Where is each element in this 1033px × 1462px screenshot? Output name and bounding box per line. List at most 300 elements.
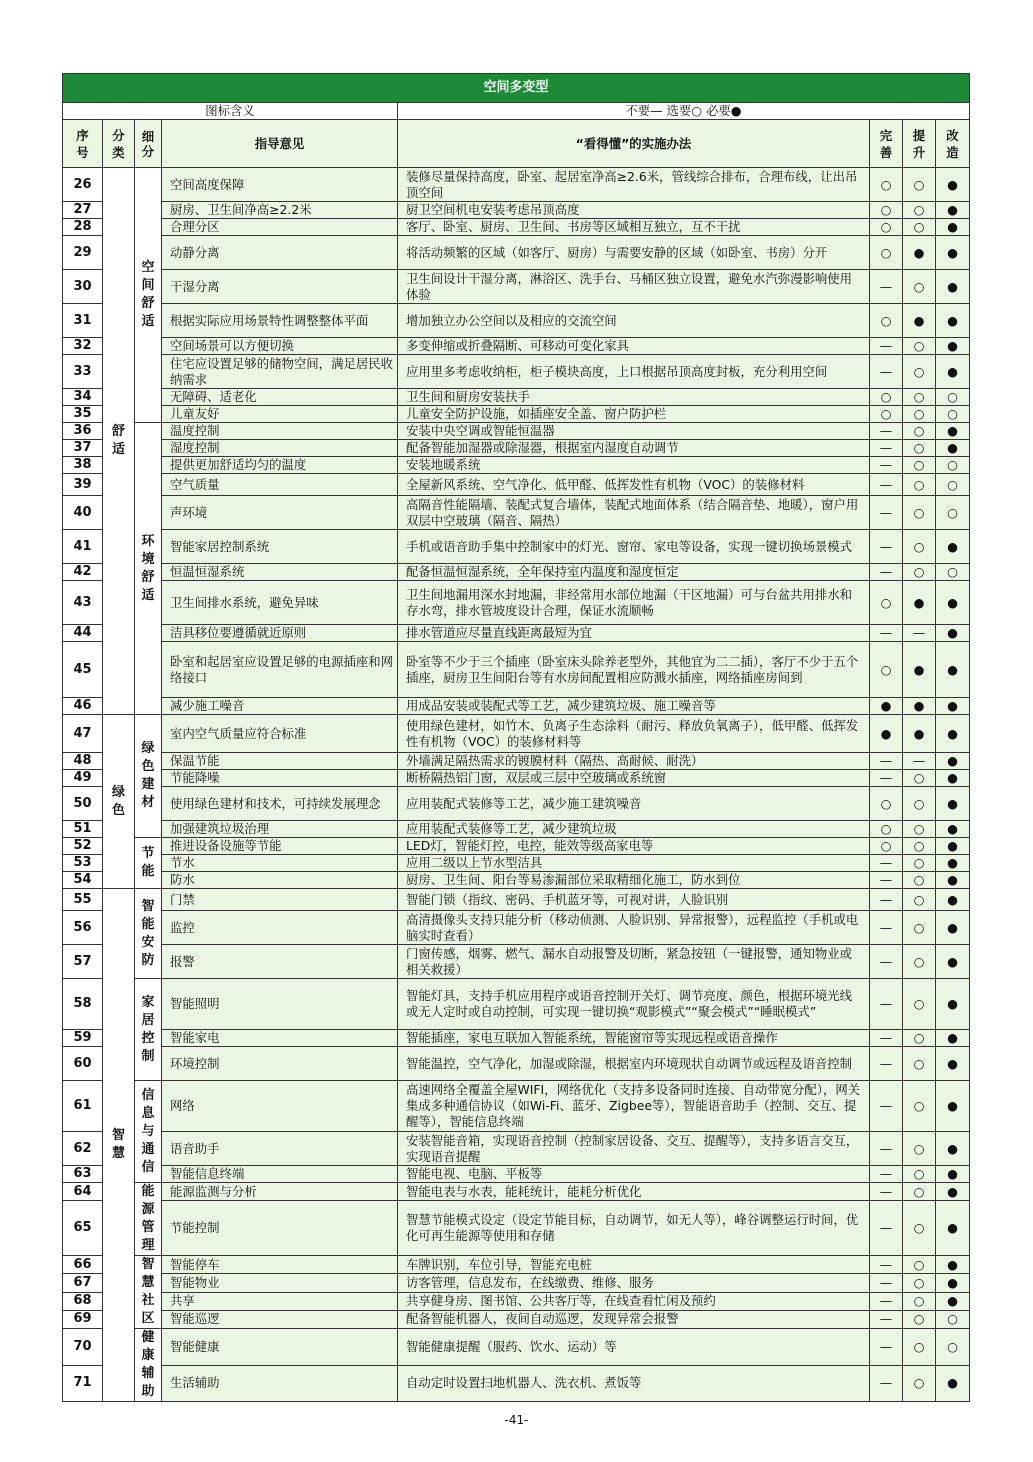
mark-complete: — <box>870 979 903 1030</box>
table-row <box>63 889 970 911</box>
mark-renovate: ● <box>936 770 970 787</box>
mark-upgrade: ○ <box>903 564 936 581</box>
method-cell: 智能电表与水表，能耗统计，能耗分析优化 <box>398 1183 870 1201</box>
mark-complete: — <box>870 1256 903 1274</box>
row-number: 47 <box>63 715 103 753</box>
mark-complete: ○ <box>870 236 903 270</box>
mark-upgrade: ○ <box>903 1183 936 1201</box>
row-number: 63 <box>63 1166 103 1183</box>
row-number: 70 <box>63 1329 103 1366</box>
guide-cell: 语音助手 <box>162 1132 398 1166</box>
mark-renovate: ● <box>936 338 970 355</box>
mark-renovate: ● <box>936 202 970 219</box>
guide-cell: 干湿分离 <box>162 270 398 304</box>
mark-complete: — <box>870 889 903 911</box>
row-number: 31 <box>63 304 103 338</box>
mark-complete: — <box>870 564 903 581</box>
row-number: 61 <box>63 1081 103 1132</box>
mark-upgrade: ● <box>903 642 936 698</box>
mark-complete: ○ <box>870 219 903 236</box>
method-cell: 儿童安全防护设施，如插座安全盖、窗户防护栏 <box>398 406 870 423</box>
table-row <box>63 1081 970 1132</box>
guide-cell: 温度控制 <box>162 423 398 440</box>
mark-renovate: ● <box>936 625 970 642</box>
mark-upgrade: ○ <box>903 979 936 1030</box>
row-number: 50 <box>63 787 103 821</box>
method-cell: 安装地暖系统 <box>398 457 870 474</box>
mark-complete: ○ <box>870 389 903 406</box>
mark-complete: — <box>870 338 903 355</box>
mark-renovate: ● <box>936 1183 970 1201</box>
subcategory-cell <box>135 715 162 838</box>
guide-cell: 减少施工噪音 <box>162 698 398 715</box>
row-number: 45 <box>63 642 103 698</box>
mark-complete: ○ <box>870 406 903 423</box>
mark-complete: ○ <box>870 168 903 202</box>
header-upgrade: 提升 <box>903 120 936 168</box>
table-title: 空间多变型 <box>63 74 970 103</box>
mark-upgrade: ○ <box>903 219 936 236</box>
guide-cell: 恒温恒湿系统 <box>162 564 398 581</box>
mark-complete: ● <box>870 698 903 715</box>
guide-cell: 室内空气质量应符合标准 <box>162 715 398 753</box>
mark-complete: — <box>870 1329 903 1366</box>
table-row <box>63 1292 970 1310</box>
row-number: 59 <box>63 1030 103 1047</box>
guide-cell: 节水 <box>162 855 398 872</box>
mark-upgrade: ○ <box>903 1274 936 1292</box>
mark-upgrade: ○ <box>903 474 936 496</box>
method-cell: 车牌识别，车位引导，智能充电桩 <box>398 1256 870 1274</box>
subcategory-label: 能源管理 <box>141 1184 155 1253</box>
mark-complete: — <box>870 496 903 530</box>
method-cell: 多变伸缩或折叠隔断、可移动可变化家具 <box>398 338 870 355</box>
table-row <box>63 581 970 625</box>
guide-cell: 根据实际应用场景特性调整整体平面 <box>162 304 398 338</box>
mark-renovate: ● <box>936 1201 970 1256</box>
mark-upgrade: ○ <box>903 1329 936 1366</box>
guide-cell: 无障碍、适老化 <box>162 389 398 406</box>
mark-complete: — <box>870 1183 903 1201</box>
mark-upgrade: ● <box>903 715 936 753</box>
mark-upgrade: ○ <box>903 1292 936 1310</box>
method-cell: 安装智能音箱，实现语音控制（控制家居设备、交互、提醒等），支持多语言交互，实现语音提醒 <box>398 1132 870 1166</box>
mark-renovate: ● <box>936 355 970 389</box>
guide-cell: 使用绿色建材和技术，可持续发展理念 <box>162 787 398 821</box>
guide-cell: 空间场景可以方便切换 <box>162 338 398 355</box>
table-row <box>63 1329 970 1366</box>
mark-renovate: ● <box>936 168 970 202</box>
mark-complete: — <box>870 440 903 457</box>
method-cell: 高清摄像头支持只能分析（移动侦测、人脸识别、异常报警），远程监控（手机或电脑实时查看） <box>398 911 870 945</box>
mark-complete: — <box>870 855 903 872</box>
row-number: 46 <box>63 698 103 715</box>
table-row <box>63 855 970 872</box>
mark-complete: — <box>870 911 903 945</box>
mark-renovate: ● <box>936 838 970 855</box>
mark-complete: — <box>870 872 903 889</box>
mark-complete: ○ <box>870 787 903 821</box>
row-number: 68 <box>63 1292 103 1310</box>
table-row <box>63 168 970 202</box>
mark-renovate: ● <box>936 1132 970 1166</box>
table-row <box>63 219 970 236</box>
mark-upgrade: ○ <box>903 270 936 304</box>
subcategory-cell <box>135 423 162 715</box>
guide-cell: 住宅应设置足够的储物空间，满足居民收纳需求 <box>162 355 398 389</box>
category-cell <box>103 168 135 715</box>
mark-renovate: ● <box>936 1081 970 1132</box>
method-cell: 厨房、卫生间、阳台等易渗漏部位采取精细化施工，防水到位 <box>398 872 870 889</box>
mark-upgrade: ○ <box>903 338 936 355</box>
table-row <box>63 1201 970 1256</box>
mark-renovate: ● <box>936 872 970 889</box>
category-label: 绿色 <box>111 784 125 818</box>
row-number: 37 <box>63 440 103 457</box>
guide-cell: 智能物业 <box>162 1274 398 1292</box>
row-number: 36 <box>63 423 103 440</box>
mark-renovate: ● <box>936 219 970 236</box>
guide-cell: 环境控制 <box>162 1047 398 1081</box>
mark-upgrade: ○ <box>903 530 936 564</box>
mark-complete: — <box>870 457 903 474</box>
method-cell: 应用二级以上节水型洁具 <box>398 855 870 872</box>
guide-cell: 智能健康 <box>162 1329 398 1366</box>
method-cell: 应用装配式装修等工艺，减少建筑垃圾 <box>398 821 870 838</box>
method-cell: 应用里多考虑收纳柜，柜子模块高度，上口根据吊顶高度封板，充分利用空间 <box>398 355 870 389</box>
mark-renovate: ● <box>936 423 970 440</box>
row-number: 69 <box>63 1310 103 1328</box>
row-number: 56 <box>63 911 103 945</box>
document-page <box>62 73 969 1402</box>
guide-cell: 智能停车 <box>162 1256 398 1274</box>
legend-label: 图标含义 <box>63 103 398 120</box>
subcategory-label: 绿色建材 <box>141 741 155 810</box>
method-cell: 安装中央空调或智能恒温器 <box>398 423 870 440</box>
table-row <box>63 457 970 474</box>
table-row <box>63 1274 970 1292</box>
subcategory-label: 环境舒适 <box>141 533 155 603</box>
table-row <box>63 911 970 945</box>
mark-upgrade: ○ <box>903 440 936 457</box>
mark-renovate: ● <box>936 1047 970 1081</box>
method-cell: 卫生间和厨房安装扶手 <box>398 389 870 406</box>
mark-renovate: ● <box>936 530 970 564</box>
table-row <box>63 1365 970 1402</box>
guide-cell: 声环境 <box>162 496 398 530</box>
subcategory-cell <box>135 1256 162 1329</box>
row-number: 64 <box>63 1183 103 1201</box>
subcategory-cell <box>135 979 162 1081</box>
table-row <box>63 202 970 219</box>
mark-upgrade: ○ <box>903 1047 936 1081</box>
row-number: 33 <box>63 355 103 389</box>
subcategory-label: 节能 <box>141 846 155 879</box>
subcategory-cell <box>135 1081 162 1183</box>
mark-complete: ○ <box>870 821 903 838</box>
mark-complete: — <box>870 530 903 564</box>
mark-complete: — <box>870 355 903 389</box>
row-number: 52 <box>63 838 103 855</box>
mark-renovate: ● <box>936 698 970 715</box>
mark-renovate: ● <box>936 270 970 304</box>
guide-cell: 智能家电 <box>162 1030 398 1047</box>
table-row <box>63 440 970 457</box>
mark-complete: ○ <box>870 202 903 219</box>
mark-renovate: ● <box>936 855 970 872</box>
mark-complete: — <box>870 1166 903 1183</box>
header-no: 序号 <box>63 120 103 168</box>
method-cell: 排水管道应尽量直线距离最短为宜 <box>398 625 870 642</box>
space-variable-table <box>62 73 970 1402</box>
table-row <box>63 338 970 355</box>
table-row <box>63 1047 970 1081</box>
guide-cell: 智能巡逻 <box>162 1310 398 1328</box>
method-cell: LED灯，智能灯控，电控，能效等级高家电等 <box>398 838 870 855</box>
table-row <box>63 1132 970 1166</box>
guide-cell: 智能信息终端 <box>162 1166 398 1183</box>
table-row <box>63 838 970 855</box>
row-number: 66 <box>63 1256 103 1274</box>
method-cell: 使用绿色建材，如竹木、负离子生态涂料（耐污、释放负氧离子），低甲醛、低挥发性有机物（VOC）的装修材料等 <box>398 715 870 753</box>
mark-complete: ○ <box>870 838 903 855</box>
guide-cell: 空间高度保障 <box>162 168 398 202</box>
guide-cell: 保温节能 <box>162 753 398 770</box>
row-number: 51 <box>63 821 103 838</box>
method-cell: 共享健身房、图书馆、公共客厅等，在线查看忙闲及预约 <box>398 1292 870 1310</box>
mark-upgrade: ○ <box>903 1166 936 1183</box>
row-number: 26 <box>63 168 103 202</box>
method-cell: 智能灯具，支持手机应用程序或语音控制开关灯、调节亮度、颜色，根据环境光线或无人定时或自动控制，可实现一键切换“观影模式”“聚会模式”“睡眠模式” <box>398 979 870 1030</box>
row-number: 67 <box>63 1274 103 1292</box>
guide-cell: 洁具移位要遵循就近原则 <box>162 625 398 642</box>
mark-renovate: ● <box>936 889 970 911</box>
table-row <box>63 979 970 1030</box>
mark-upgrade: ○ <box>903 945 936 979</box>
header-complete: 完善 <box>870 120 903 168</box>
row-number: 54 <box>63 872 103 889</box>
row-number: 57 <box>63 945 103 979</box>
row-number: 48 <box>63 753 103 770</box>
mark-renovate: ● <box>936 440 970 457</box>
table-row <box>63 753 970 770</box>
guide-cell: 能源监测与分析 <box>162 1183 398 1201</box>
method-cell: 配备智能机器人，夜间自动巡逻，发现异常会报警 <box>398 1310 870 1328</box>
mark-renovate: ● <box>936 581 970 625</box>
table-row <box>63 1183 970 1201</box>
mark-renovate: ○ <box>936 564 970 581</box>
method-cell: 配备恒温恒湿系统，全年保持室内温度和湿度恒定 <box>398 564 870 581</box>
table-row <box>63 355 970 389</box>
guide-cell: 空气质量 <box>162 474 398 496</box>
method-cell: 客厅、卧室、厨房、卫生间、书房等区域相互独立，互不干扰 <box>398 219 870 236</box>
subcategory-cell <box>135 1183 162 1256</box>
method-cell: 装修尽量保持高度，卧室、起居室净高≥2.6米，管线综合排布，合理布线，让出吊顶空间 <box>398 168 870 202</box>
method-cell: 智能温控，空气净化，加湿或除湿，根据室内环境现状自动调节或远程及语音控制 <box>398 1047 870 1081</box>
mark-upgrade: ○ <box>903 1132 936 1166</box>
row-number: 53 <box>63 855 103 872</box>
mark-complete: — <box>870 474 903 496</box>
method-cell: 智能门锁（指纹、密码、手机蓝牙等，可视对讲，人脸识别 <box>398 889 870 911</box>
mark-upgrade: ○ <box>903 889 936 911</box>
mark-upgrade: ○ <box>903 911 936 945</box>
mark-renovate: ● <box>936 1256 970 1274</box>
table-row <box>63 821 970 838</box>
subcategory-label: 健康辅助 <box>141 1330 155 1399</box>
method-cell: 卫生间设计干湿分离，淋浴区、洗手台、马桶区独立设置，避免水汽弥漫影响使用体验 <box>398 270 870 304</box>
mark-renovate: ● <box>936 1166 970 1183</box>
mark-upgrade: ● <box>903 698 936 715</box>
mark-upgrade: ○ <box>903 770 936 787</box>
mark-renovate: ● <box>936 1030 970 1047</box>
mark-complete: — <box>870 1081 903 1132</box>
subcategory-cell <box>135 1329 162 1402</box>
guide-cell: 生活辅助 <box>162 1365 398 1402</box>
header-renovate: 改造 <box>936 120 970 168</box>
table-row <box>63 270 970 304</box>
mark-upgrade: ● <box>903 236 936 270</box>
mark-upgrade: ○ <box>903 406 936 423</box>
mark-upgrade: ● <box>903 304 936 338</box>
mark-complete: — <box>870 1310 903 1328</box>
mark-complete: — <box>870 423 903 440</box>
mark-renovate: ○ <box>936 406 970 423</box>
page-number: -41- <box>504 1413 529 1427</box>
row-number: 60 <box>63 1047 103 1081</box>
table-row <box>63 423 970 440</box>
table-row <box>63 945 970 979</box>
mark-renovate: ● <box>936 821 970 838</box>
header-subcategory: 细分 <box>135 120 162 168</box>
mark-renovate: ○ <box>936 457 970 474</box>
mark-upgrade: ○ <box>903 1081 936 1132</box>
category-label: 智慧 <box>111 1128 125 1161</box>
table-row <box>63 496 970 530</box>
method-cell: 智慧节能模式设定（设定节能目标，自动调节，如无人等），峰谷调整运行时间，优化可再生能源等使用和存储 <box>398 1201 870 1256</box>
guide-cell: 节能降噪 <box>162 770 398 787</box>
guide-cell: 推进设备设施等节能 <box>162 838 398 855</box>
mark-complete: — <box>870 753 903 770</box>
guide-cell: 监控 <box>162 911 398 945</box>
mark-upgrade: ○ <box>903 1365 936 1402</box>
header-method: “看得懂”的实施办法 <box>398 120 870 168</box>
table-row <box>63 474 970 496</box>
mark-renovate: ● <box>936 979 970 1030</box>
mark-complete: — <box>870 1132 903 1166</box>
method-cell: 全屋新风系统、空气净化、低甲醛、低挥发性有机物（VOC）的装修材料 <box>398 474 870 496</box>
guide-cell: 网络 <box>162 1081 398 1132</box>
method-cell: 将活动频繁的区域（如客厅、厨房）与需要安静的区域（如卧室、书房）分开 <box>398 236 870 270</box>
table-row <box>63 770 970 787</box>
mark-renovate: ● <box>936 1274 970 1292</box>
mark-upgrade: — <box>903 625 936 642</box>
mark-renovate: ● <box>936 945 970 979</box>
method-cell: 高速网络全覆盖全屋WIFI，网络优化（支持多设备同时连接、自动带宽分配），网关集成多种通信协议（如Wi-Fi、蓝牙、Zigbee等），智能语音助手（控制、交互、提醒等），智能信息终端 <box>398 1081 870 1132</box>
table-row <box>63 304 970 338</box>
row-number: 58 <box>63 979 103 1030</box>
table-row <box>63 1256 970 1274</box>
mark-renovate: ○ <box>936 474 970 496</box>
method-cell: 增加独立办公空间以及相应的交流空间 <box>398 304 870 338</box>
guide-cell: 湿度控制 <box>162 440 398 457</box>
mark-complete: ○ <box>870 581 903 625</box>
mark-upgrade: ○ <box>903 355 936 389</box>
row-number: 62 <box>63 1132 103 1166</box>
guide-cell: 合理分区 <box>162 219 398 236</box>
row-number: 71 <box>63 1365 103 1402</box>
guide-cell: 智能家居控制系统 <box>162 530 398 564</box>
mark-complete: — <box>870 625 903 642</box>
subcategory-cell <box>135 838 162 889</box>
row-number: 30 <box>63 270 103 304</box>
mark-complete: ○ <box>870 304 903 338</box>
mark-upgrade: ○ <box>903 821 936 838</box>
mark-upgrade: ○ <box>903 457 936 474</box>
subcategory-cell <box>135 889 162 979</box>
mark-upgrade: ● <box>903 581 936 625</box>
mark-complete: — <box>870 1047 903 1081</box>
table-row <box>63 625 970 642</box>
method-cell: 智能健康提醒（服药、饮水、运动）等 <box>398 1329 870 1366</box>
table-row <box>63 1166 970 1183</box>
guide-cell: 门禁 <box>162 889 398 911</box>
mark-renovate: ○ <box>936 1329 970 1366</box>
subcategory-label: 智慧社区 <box>141 1257 155 1326</box>
row-number: 29 <box>63 236 103 270</box>
guide-cell: 智能照明 <box>162 979 398 1030</box>
table-row <box>63 530 970 564</box>
mark-renovate: ● <box>936 304 970 338</box>
table-row <box>63 715 970 753</box>
row-number: 42 <box>63 564 103 581</box>
row-number: 44 <box>63 625 103 642</box>
method-cell: 厨卫空间机电安装考虑吊顶高度 <box>398 202 870 219</box>
mark-upgrade: ○ <box>903 423 936 440</box>
table-row <box>63 1030 970 1047</box>
table-row <box>63 406 970 423</box>
mark-renovate: ● <box>936 1365 970 1402</box>
guide-cell: 提供更加舒适均匀的温度 <box>162 457 398 474</box>
row-number: 41 <box>63 530 103 564</box>
guide-cell: 节能控制 <box>162 1201 398 1256</box>
method-cell: 卧室等不少于三个插座（卧室床头除养老型外，其他宜为二二插），客厅不少于五个插座，厨房卫生间阳台等有水房间配置相应防溅水插座，网络插座房间到 <box>398 642 870 698</box>
row-number: 43 <box>63 581 103 625</box>
mark-complete: — <box>870 945 903 979</box>
mark-complete: ● <box>870 715 903 753</box>
row-number: 40 <box>63 496 103 530</box>
guide-cell: 共享 <box>162 1292 398 1310</box>
guide-cell: 卫生间排水系统，避免异味 <box>162 581 398 625</box>
mark-renovate: ● <box>936 715 970 753</box>
mark-complete: — <box>870 1292 903 1310</box>
mark-upgrade: ○ <box>903 389 936 406</box>
row-number: 35 <box>63 406 103 423</box>
mark-upgrade: — <box>903 753 936 770</box>
legend-meaning: 不要— 选要○ 必要● <box>398 103 970 120</box>
category-cell <box>103 889 135 1402</box>
row-number: 27 <box>63 202 103 219</box>
method-cell: 高隔音性能隔墙、装配式复合墙体，装配式地面体系（结合隔音垫、地暖），窗户用双层中空玻璃（隔音、隔热） <box>398 496 870 530</box>
table-row <box>63 564 970 581</box>
mark-renovate: ● <box>936 1292 970 1310</box>
guide-cell: 卧室和起居室应设置足够的电源插座和网络接口 <box>162 642 398 698</box>
header-guide: 指导意见 <box>162 120 398 168</box>
method-cell: 智能插座，家电互联加入智能系统，智能窗帘等实现远程或语音操作 <box>398 1030 870 1047</box>
mark-upgrade: ○ <box>903 787 936 821</box>
method-cell: 用成品安装或装配式等工艺，减少建筑垃圾、施工噪音等 <box>398 698 870 715</box>
guide-cell: 动静分离 <box>162 236 398 270</box>
mark-upgrade: ○ <box>903 202 936 219</box>
